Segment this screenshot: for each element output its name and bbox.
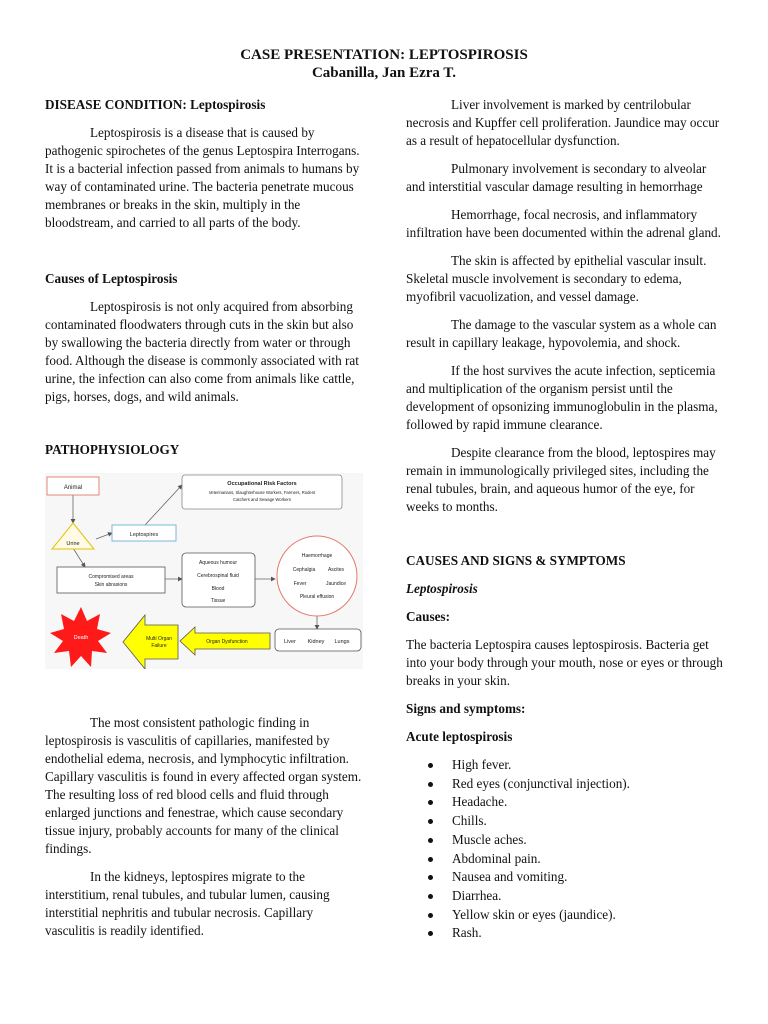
- causes-text: The bacteria Leptospira causes leptospirosis. Bacteria get into your body through your mouth, nose or eyes or through breaks in your skin.: [406, 637, 723, 688]
- list-item: Yellow skin or eyes (jaundice).: [406, 906, 726, 925]
- diagram-kidney: Kidney: [307, 639, 325, 645]
- diagram-cephalgia: Cephalgia: [292, 567, 316, 573]
- author-name: Cabanilla, Jan Ezra T.: [311, 65, 457, 81]
- signs-heading: CAUSES AND SIGNS & SYMPTOMS: [406, 553, 626, 568]
- signs-label: Signs and symptoms:: [406, 701, 526, 716]
- diagram-occupational-title: Occupational Risk Factors: [227, 481, 297, 487]
- disease-heading: DISEASE CONDITION: Leptospirosis: [45, 97, 266, 112]
- pulmonary-paragraph: Pulmonary involvement is secondary to alveolar and interstitial vascular damage resulting in hemorrhage: [406, 161, 707, 194]
- diagram-liver: Liver: [284, 639, 296, 645]
- disease-paragraph: Leptospirosis is a disease that is caused by pathogenic spirochetes of the genus Leptospira Interrogans. It is a bacterial infection passed from animals to humans by way of contaminated urine. The bacteria penetrate mucous membranes or breaks in the skin, multiply in the bloodstream, and carried to all parts of the body.: [45, 125, 360, 230]
- diagram-jaundice: Jaundice: [325, 581, 347, 587]
- host-paragraph: If the host survives the acute infection, septicemia and multiplication of the organism persist until the development of opsonizing immunoglobulin in the plasma, followed by rapid immune clearance.: [406, 363, 718, 432]
- hemorrhage-paragraph: Hemorrhage, focal necrosis, and inflammatory infiltration have been documented within the adrenal gland.: [406, 207, 721, 240]
- right-column: [406, 96, 726, 943]
- causes-label: Causes:: [406, 609, 450, 624]
- list-item: Chills.: [406, 812, 726, 831]
- list-item: High fever.: [406, 756, 726, 775]
- diagram-ascites: Ascites: [327, 567, 345, 573]
- skin-paragraph: The skin is affected by epithelial vascular insult. Skeletal muscle involvement is secondary to edema, myofibril vacuolization, and vessel damage.: [406, 253, 707, 304]
- list-item: Muscle aches.: [406, 831, 726, 850]
- diagram-csf: Cerebrospinal fluid: [197, 573, 239, 579]
- diagram-haemorrhage: Haemorrhage: [301, 553, 333, 559]
- diagram-animal: Animal: [63, 485, 83, 491]
- list-item: Abdominal pain.: [406, 850, 726, 869]
- diagram-leptospires: Leptospires: [129, 532, 159, 538]
- diagram-urine: Urine: [66, 541, 80, 547]
- leptospirosis-subheading: Leptospirosis: [406, 581, 478, 596]
- diagram-blood: Blood: [211, 586, 225, 592]
- list-item: Headache.: [406, 793, 726, 812]
- clearance-paragraph: Despite clearance from the blood, leptospires may remain in immunologically privileged sites, including the renal tubules, brain, and aqueous humor of the eye, for weeks to months.: [406, 445, 716, 514]
- causes-paragraph: Leptospirosis is not only acquired from absorbing contaminated floodwaters through cuts in the skin but also by swallowing the bacteria directly from water or through food. Although the disease is commonly associated with rat urine, the infection can also come from animals like cattle, pigs, horses, dogs, and wild animals.: [45, 299, 359, 404]
- diagram-compromised-line1: Compromised areas: [88, 574, 134, 580]
- diagram-occupational-line1: Veterinarians, Slaughterhouse Workers, Farmers, Rodent: [208, 490, 316, 495]
- pathophysiology-paragraph-2: In the kidneys, leptospires migrate to the interstitium, renal tubules, and tubular lumen, causing interstitial nephritis and tubular necrosis. Capillary vasculitis is readily identified.: [45, 869, 330, 938]
- diagram-multi-organ-line2: Failure: [151, 643, 167, 649]
- page-title: CASE PRESENTATION: LEPTOSPIROSIS: [240, 47, 528, 63]
- diagram-compromised-line2: Skin abrasions: [94, 582, 128, 588]
- liver-paragraph: Liver involvement is marked by centrilobular necrosis and Kupffer cell proliferation. Jaundice may occur as a result of hepatocellular dysfunction.: [406, 97, 720, 148]
- multi-organ-arrow: [123, 615, 178, 669]
- list-item: Diarrhea.: [406, 887, 726, 906]
- causes-heading: Causes of Leptospirosis: [45, 271, 178, 286]
- diagram-multi-organ-line1: Multi Organ: [146, 636, 172, 642]
- compromised-box: [57, 567, 165, 593]
- acute-label: Acute leptospirosis: [406, 729, 513, 744]
- diagram-lungs: Lungs: [334, 639, 350, 645]
- diagram-organ-dysfunction: Organ Dysfunction: [206, 639, 248, 645]
- list-item: Rash.: [406, 924, 726, 943]
- list-item: Red eyes (conjunctival injection).: [406, 775, 726, 794]
- symptom-list: [406, 756, 726, 943]
- vascular-paragraph: The damage to the vascular system as a whole can result in capillary leakage, hypovolemia, and shock.: [406, 317, 717, 350]
- diagram-pleural: Pleural effusion: [299, 594, 335, 600]
- diagram-fever: Fever: [293, 581, 307, 587]
- diagram-tissue: Tissue: [210, 598, 226, 604]
- left-column: [45, 96, 363, 940]
- diagram-aqueous: Aqueous humour: [198, 560, 238, 566]
- list-item: Nausea and vomiting.: [406, 868, 726, 887]
- pathophysiology-paragraph-1: The most consistent pathologic finding in leptospirosis is vasculitis of capillaries, manifested by endothelial edema, necrosis, and lymphocytic infiltration. Capillary vasculitis is found in every affected organ system. The resulting loss of red blood cells and fluid through enlarged junctions and fenestrae, which cause secondary tissue injury, probably accounts for many of the clinical findings.: [45, 715, 362, 856]
- diagram-death: Death: [73, 635, 89, 641]
- pathophysiology-diagram: [45, 473, 363, 669]
- symptoms-circle: [277, 536, 357, 616]
- diagram-occupational-line2: Catchers and Sewage Workers: [233, 497, 291, 502]
- pathophysiology-heading: PATHOPHYSIOLOGY: [45, 442, 180, 457]
